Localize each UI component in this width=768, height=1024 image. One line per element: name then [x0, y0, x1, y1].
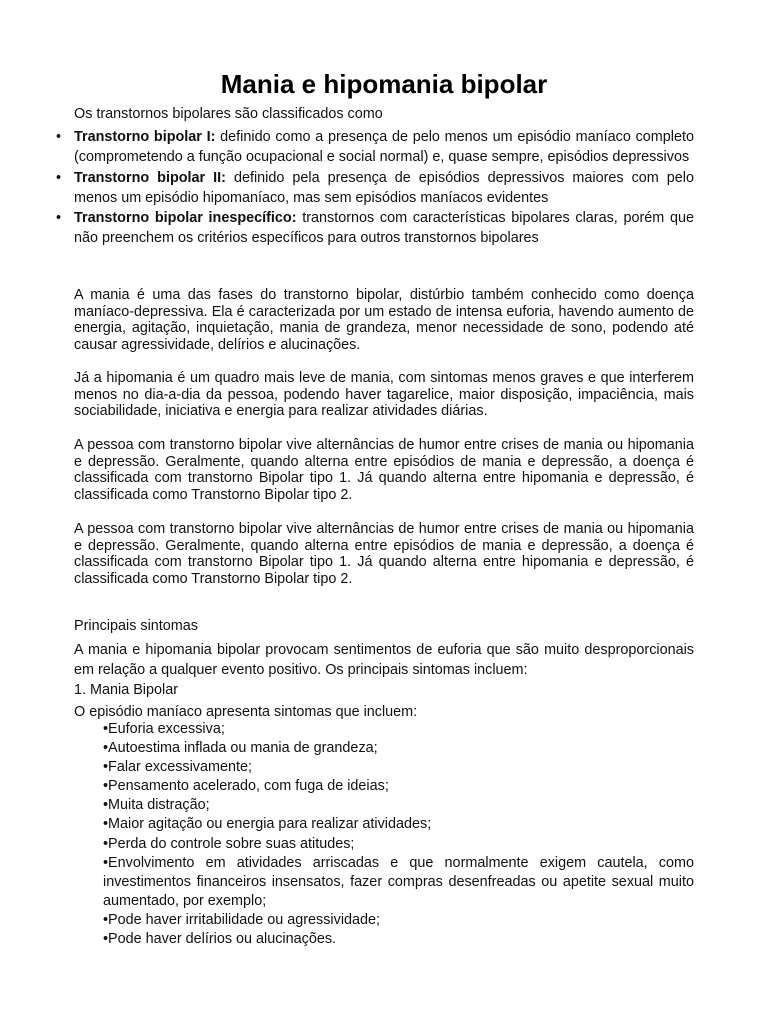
list-item-text: transtornos com características bipolares claras, porém que não preenchem os critérios específicos para outros transtornos bipolares	[74, 210, 694, 247]
list-item-term: Transtorno bipolar II:	[74, 169, 226, 186]
list-item-text: definido como a presença de pelo menos um episódio maníaco completo (comprometendo a função ocupacional e social normal) e, quase sempre, episódios depressivos	[74, 129, 695, 166]
section-heading: Principais sintomas	[74, 618, 198, 634]
section-intro: A mania e hipomania bipolar provocam sentimentos de euforia que são muito desproporcionais em relação a qualquer evento positivo. Os principais sintomas incluem:	[74, 642, 694, 678]
paragraph-mania: A mania é uma das fases do transtorno bipolar, distúrbio também conhecido como doença maníaco-depressiva. Ela é caracterizada por um estado de intensa euforia, havendo aumento de energia, agitação, inquietação, mania de grandeza, menor necessidade de sono, podendo até causar agressividade, delírios e alucinações.	[74, 287, 694, 354]
list-item: •Autoestima inflada ou mania de grandeza;	[103, 740, 378, 757]
list-item-term: Transtorno bipolar I:	[74, 129, 216, 145]
bipolar-types-list	[56, 127, 694, 249]
list-item: •Maior agitação ou energia para realizar atividades;	[103, 816, 432, 833]
paragraph-alternancia-repeat: A pessoa com transtorno bipolar vive alternâncias de humor entre crises de mania ou hipomania e depressão. Geralmente, quando alterna entre episódios de mania e depressão, a doença é classificada com transtorno Bipolar tipo 1. Já quando alterna entre hipomania e depressão, é classificada como Transtorno Bipolar tipo 2.	[74, 521, 694, 588]
list-item: •Euforia excessiva;	[103, 721, 225, 737]
list-item: •Muita distração;	[103, 797, 210, 814]
list-item-text: definido pela presença de episódios depressivos maiores com pelo menos um episódio hipomaníaco, mas sem episódios maníacos evidentes	[74, 169, 694, 206]
manic-intro: O episódio maníaco apresenta sintomas que incluem:	[74, 704, 418, 720]
bullet: •	[56, 210, 62, 227]
list-item	[56, 208, 694, 249]
list-item	[56, 168, 694, 209]
paragraph-alternancia: A pessoa com transtorno bipolar vive alternâncias de humor entre crises de mania ou hipomania e depressão. Geralmente, quando alterna entre episódios de mania e depressão, a doença é classificada com transtorno Bipolar tipo 1. Já quando alterna entre hipomania e depressão, é classificada como Transtorno Bipolar tipo 2.	[74, 437, 694, 504]
bullet: •	[56, 129, 62, 145]
page-title: Mania e hipomania bipolar	[220, 69, 548, 99]
list-item	[56, 127, 694, 168]
paragraph-hipomania: Já a hipomania é um quadro mais leve de mania, com sintomas menos graves e que interferem menos no dia-a-dia da pessoa, podendo haver tagarelice, maior disposição, impaciência, mais sociabilidade, iniciativa e energia para realizar atividades diárias.	[74, 370, 694, 420]
list-item-term: Transtorno bipolar inespecífico:	[74, 210, 297, 227]
list-item: •Pode haver irritabilidade ou agressividade;	[103, 911, 381, 928]
symptoms-list	[103, 720, 694, 949]
bullet: •	[56, 169, 62, 186]
list-item: •Pode haver delírios ou alucinações.	[103, 931, 337, 948]
subheading: 1. Mania Bipolar	[74, 682, 178, 698]
list-item: •Pensamento acelerado, com fuga de ideias;	[103, 778, 389, 795]
list-item: •Falar excessivamente;	[103, 759, 253, 776]
intro-text: Os transtornos bipolares são classificados como	[74, 106, 383, 122]
list-item: •Perda do controle sobre suas atitudes;	[103, 835, 355, 852]
list-item: •Envolvimento em atividades arriscadas e que normalmente exigem cautela, como investimentos financeiros insensatos, fazer compras desenfreadas ou apetite sexual muito aumentado, por exemplo;	[103, 854, 694, 909]
